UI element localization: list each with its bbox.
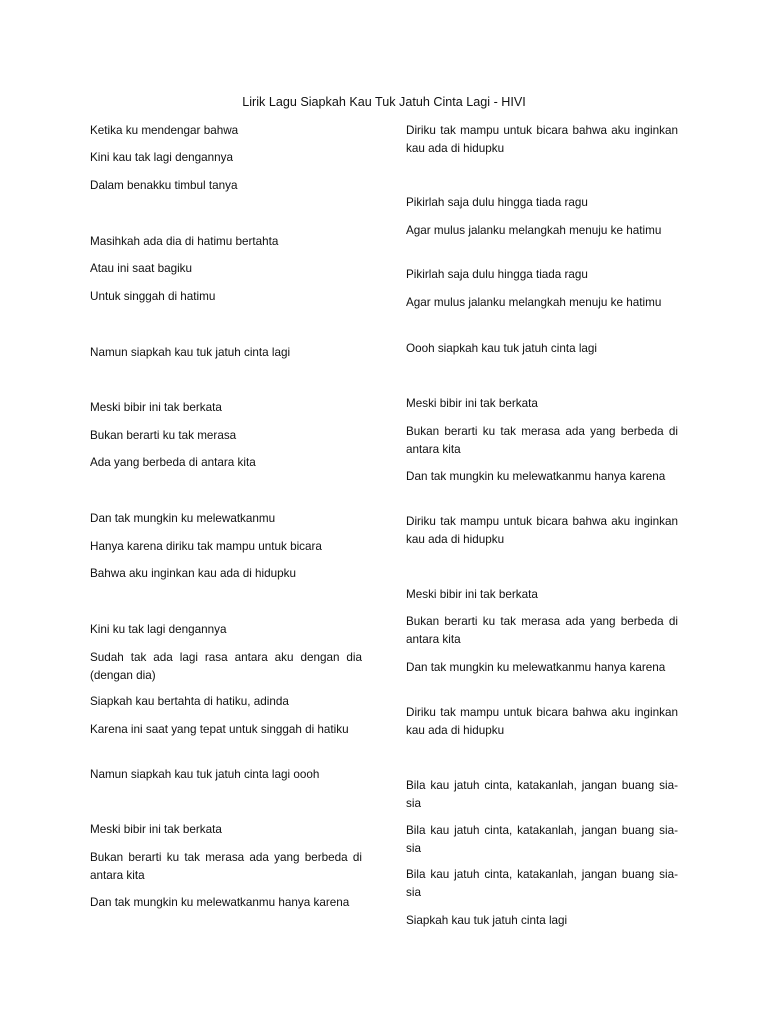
lyric-line: Bila kau jatuh cinta, katakanlah, jangan buang sia-sia <box>406 779 678 810</box>
lyric-line: Siapkah kau tuk jatuh cinta lagi <box>406 914 568 927</box>
lyric-line: Meski bibir ini tak berkata <box>406 397 538 410</box>
lyric-line: Dan tak mungkin ku melewatkanmu <box>90 512 276 525</box>
lyric-line: Bila kau jatuh cinta, katakanlah, jangan buang sia-sia <box>406 868 678 899</box>
lyric-line: Ketika ku mendengar bahwa <box>90 124 239 137</box>
lyric-line: Oooh siapkah kau tuk jatuh cinta lagi <box>406 342 598 355</box>
lyric-line: Pikirlah saja dulu hingga tiada ragu <box>406 268 588 281</box>
lyric-line: Bukan berarti ku tak merasa ada yang berbeda di antara kita <box>90 851 362 882</box>
lyric-line: Dan tak mungkin ku melewatkanmu hanya karena <box>406 661 666 674</box>
lyric-line: Agar mulus jalanku melangkah menuju ke hatimu <box>406 296 662 309</box>
lyric-line: Meski bibir ini tak berkata <box>90 401 222 414</box>
lyric-line: Sudah tak ada lagi rasa antara aku dengan dia (dengan dia) <box>90 651 362 682</box>
document-title: Lirik Lagu Siapkah Kau Tuk Jatuh Cinta Lagi - HIVI <box>242 95 526 109</box>
lyric-line: Dan tak mungkin ku melewatkanmu hanya karena <box>406 470 666 483</box>
lyric-line: Bila kau jatuh cinta, katakanlah, jangan buang sia-sia <box>406 824 678 855</box>
lyric-line: Namun siapkah kau tuk jatuh cinta lagi <box>90 346 291 359</box>
lyric-line: Namun siapkah kau tuk jatuh cinta lagi oooh <box>90 768 320 781</box>
lyric-line: Untuk singgah di hatimu <box>90 290 216 303</box>
lyric-line: Meski bibir ini tak berkata <box>90 823 222 836</box>
lyric-line: Kini ku tak lagi dengannya <box>90 623 227 636</box>
lyric-line: Ada yang berbeda di antara kita <box>90 456 256 469</box>
lyric-line: Dan tak mungkin ku melewatkanmu hanya karena <box>90 896 350 909</box>
lyric-line: Dalam benakku timbul tanya <box>90 179 238 192</box>
lyric-line: Kini kau tak lagi dengannya <box>90 151 233 164</box>
lyric-line: Meski bibir ini tak berkata <box>406 588 538 601</box>
lyric-line: Bahwa aku inginkan kau ada di hidupku <box>90 567 296 580</box>
lyric-line: Diriku tak mampu untuk bicara bahwa aku inginkan kau ada di hidupku <box>406 124 678 155</box>
lyric-line: Bukan berarti ku tak merasa ada yang berbeda di antara kita <box>406 615 678 646</box>
lyric-line: Masihkah ada dia di hatimu bertahta <box>90 235 279 248</box>
lyric-line: Agar mulus jalanku melangkah menuju ke hatimu <box>406 224 662 237</box>
lyric-line: Siapkah kau bertahta di hatiku, adinda <box>90 695 289 708</box>
lyric-line: Pikirlah saja dulu hingga tiada ragu <box>406 196 588 209</box>
lyric-line: Bukan berarti ku tak merasa ada yang berbeda di antara kita <box>406 425 678 456</box>
lyric-line: Atau ini saat bagiku <box>90 262 193 275</box>
lyric-line: Karena ini saat yang tepat untuk singgah di hatiku <box>90 723 349 736</box>
lyric-line: Hanya karena diriku tak mampu untuk bicara <box>90 540 322 553</box>
lyric-line: Diriku tak mampu untuk bicara bahwa aku inginkan kau ada di hidupku <box>406 706 678 737</box>
lyric-line: Diriku tak mampu untuk bicara bahwa aku inginkan kau ada di hidupku <box>406 515 678 546</box>
lyric-line: Bukan berarti ku tak merasa <box>90 429 237 442</box>
